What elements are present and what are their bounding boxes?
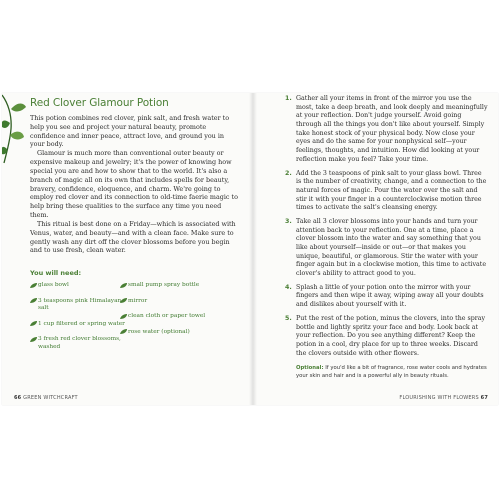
step-text: Add the 3 teaspoons of pink salt to your glass bowl. Three is the number of creativity, change, and a connection to the natural forces of magic. Pour the water over the salt and stir it with your finger in a counterclockwise motion three times to activate the salt's cleansing energy. [296,169,487,212]
instructions-list [285,95,488,363]
ingredient-item [30,321,130,329]
step-number: 2. [285,169,292,177]
leaf-icon [120,329,128,335]
optional-label: Optional: [296,365,324,371]
leaf-icon [30,321,38,327]
leaf-icon [120,283,128,289]
supply-label: mirror [128,297,148,304]
intro-paragraph: Glamour is much more than conventional outer beauty or expensive makeup and jewelry; it's the power of knowing how special you are and how to show that to the world. It's also a branch of magic all on its own that includes spells for beauty, bravery, confidence, eloquence, and charm. We're going to employ red clover and its connection to old-time faerie magic to help bring these qualities to the surface any time you need them. [30,149,238,220]
leaf-icon [120,314,128,320]
intro-text [30,114,240,255]
ingredient-label: 3 teaspoons pink Himalayan salt [38,297,122,312]
supply-item [120,298,220,306]
you-will-need-heading: You will need: [30,269,82,277]
step-number: 1. [285,95,292,102]
ingredient-label: 3 fresh red clover blossoms, washed [38,336,121,350]
book-gutter [249,93,257,405]
supplies-list [120,282,220,344]
supply-item [120,329,220,337]
supply-item [120,282,220,290]
ingredients-list [30,282,130,359]
book-spread [2,93,498,405]
leaf-icon [30,283,38,289]
left-page-footer [14,395,78,401]
leaf-icon [30,337,38,343]
intro-paragraph: This ritual is best done on a Friday—which is associated with Venus, water, and beauty—and with a clean face. Make sure to gently wash any dirt off the clover blossoms before you begin and to use fresh, clean water. [30,219,236,255]
instruction-step [285,315,488,358]
running-footer: GREEN WITCHCRAFT [23,395,78,401]
instruction-step [285,170,488,213]
supply-label: small pump spray bottle [128,282,200,288]
step-text: Gather all your items in front of the mirror you use the most, take a deep breath, and look deeply and meaningfully at your reflection. Don't judge yourself. Avoid going through all the things you don't like about yourself. Simply take honest stock of your physical body. Now close your eyes and do the same for your nonphysical self—your feelings, thoughts, and intuition. How did looking at your reflection make you feel? Take your time. [296,95,488,163]
ingredient-item [30,336,130,351]
page-title: Red Clover Glamour Potion [30,97,169,109]
page-number: 67 [480,395,488,401]
ingredient-label: 1 cup filtered or spring water [38,320,125,327]
leaf-icon [30,298,38,304]
step-text: Take all 3 clover blossoms into your hands and turn your attention back to your reflection. One at a time, place a clover blossom into the water and say something that you like about yourself—inside or out—or that makes you unique, beautiful, or glamorous. Stir the water with your finger again but in a clockwise motion, this time to activate clover's ability to attract good to you. [296,217,487,278]
ingredient-label: glass bowl [38,282,69,288]
instruction-step [285,284,488,310]
step-number: 4. [285,283,292,291]
step-text: Put the rest of the potion, minus the clovers, into the spray bottle and lightly spritz your face and body. Look back at your reflection. Do you see anything different? Keep the potion in a cool, dry place for up to three weeks. Discard the clovers outside with other flowers. [296,314,486,357]
instruction-step [285,218,488,279]
right-page-footer [399,395,488,401]
supply-label: rose water (optional) [128,328,190,335]
optional-text: If you'd like a bit of fragrance, rose water cools and hydrates your skin and hair and is a powerful ally in beauty rituals. [296,365,487,379]
supply-label: clean cloth or paper towel [128,313,206,320]
step-text: Splash a little of your potion onto the mirror with your fingers and then wipe it away, wiping away all your doubts and dislikes about yourself with it. [296,283,484,309]
supply-item [120,313,220,321]
instruction-step [285,95,488,165]
step-number: 5. [285,314,292,322]
running-footer: FLOURISHING WITH FLOWERS [399,395,479,401]
page-number: 66 [14,395,22,401]
optional-note [296,365,491,380]
intro-paragraph: This potion combines red clover, pink salt, and fresh water to help you see and project your natural beauty, promote confidence and inner peace, attract love, and ground you in your body. [30,114,230,149]
ingredient-item [30,298,130,313]
ingredient-item [30,282,130,290]
vine-leaf-icon [2,93,28,165]
step-number: 3. [285,217,292,225]
leaf-icon [120,298,128,304]
